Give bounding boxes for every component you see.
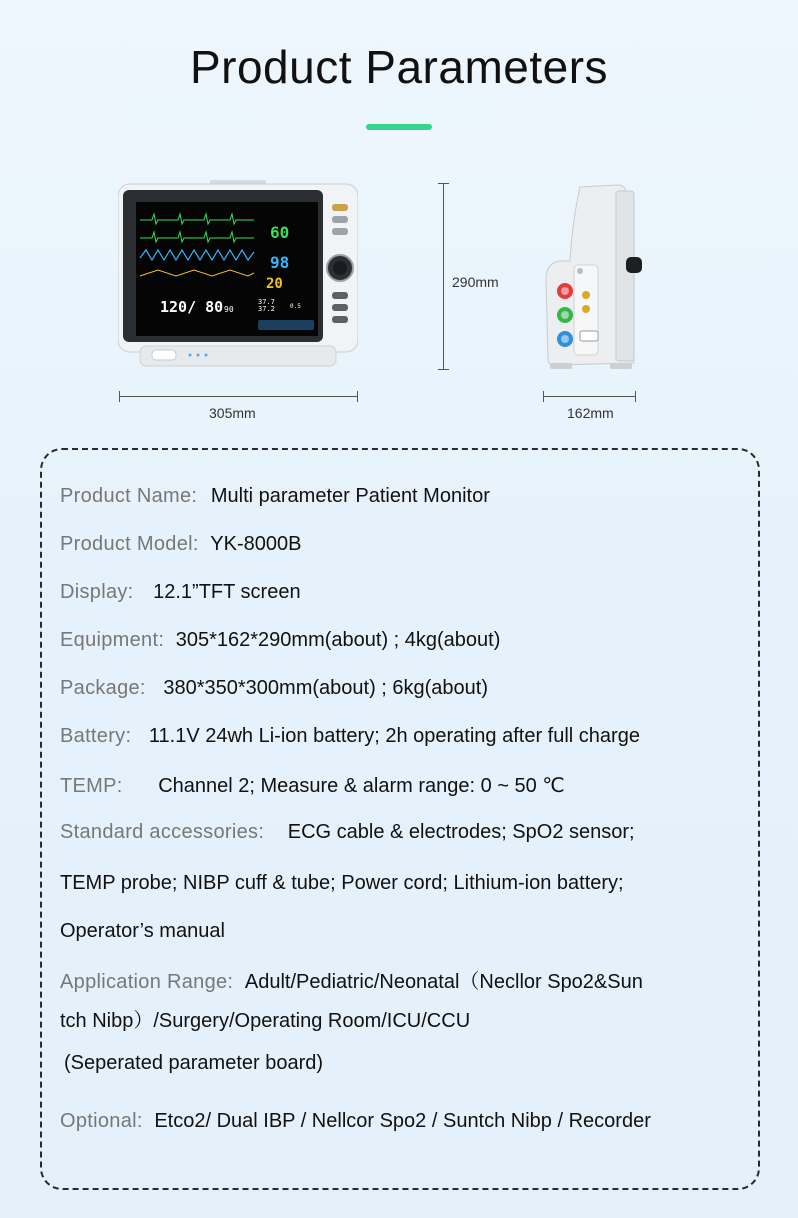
temp2-value: 37.2 [258, 305, 275, 313]
spec-row-temp [60, 773, 565, 798]
spec-label: Product Model: [60, 533, 199, 555]
monitor-side-image [540, 183, 650, 373]
depth-dimension-line [543, 396, 636, 397]
spec-row-product-name [60, 485, 490, 508]
spec-value-continued: (Seperated parameter board) [64, 1052, 324, 1074]
spec-value: 305*162*290mm(about) ; 4kg(about) [175, 629, 501, 651]
width-dimension-line [119, 396, 358, 397]
st-value: 0.5 [290, 303, 301, 310]
spec-value: 12.1”TFT screen [153, 581, 301, 603]
width-dimension-label: 305mm [209, 405, 256, 421]
resp-value: 20 [266, 276, 283, 292]
spec-row-battery [60, 725, 640, 748]
spec-value: Channel 2; Measure & alarm range: 0 ~ 50 ℃ [158, 775, 565, 797]
spec-panel [40, 448, 760, 1190]
monitor-front-image [118, 180, 358, 370]
spec-label: Optional: [60, 1110, 143, 1132]
page-title: Product Parameters [189, 41, 609, 93]
temp1-value: 37.7 [258, 298, 275, 306]
spec-label: Standard accessories: [60, 821, 265, 843]
spec-row-application [60, 965, 643, 994]
spec-value: Multi parameter Patient Monitor [210, 485, 490, 507]
title-underline [366, 124, 432, 130]
height-dimension-label: 290mm [452, 274, 499, 290]
spec-value: Adult/Pediatric/Neonatal（Necllor Spo2&Sun [244, 971, 643, 993]
spec-row-display [60, 581, 301, 604]
spec-value: ECG cable & electrodes; SpO2 sensor; [287, 821, 635, 843]
spec-row-equipment [60, 629, 500, 652]
spec-row-product-model [60, 533, 301, 556]
spec-label: Battery: [60, 725, 132, 747]
spec-row-accessories [60, 821, 635, 844]
spec-row-optional [60, 1110, 651, 1133]
height-dimension-line [443, 183, 444, 370]
spec-value-continued: Operator’s manual [60, 920, 225, 942]
spec-row-package [60, 677, 488, 700]
spec-value: YK-8000B [210, 533, 302, 555]
depth-dimension-label: 162mm [567, 405, 614, 421]
spec-label: Package: [60, 677, 146, 699]
spec-value: 11.1V 24wh Li-ion battery; 2h operating after full charge [148, 725, 640, 747]
spec-label: TEMP: [60, 775, 123, 797]
spec-value: Etco2/ Dual IBP / Nellcor Spo2 / Suntch Nibp / Recorder [154, 1110, 651, 1132]
spo2-value: 98 [270, 253, 290, 272]
spec-label: Equipment: [60, 629, 165, 651]
nibp-value: 120/ 80 [160, 298, 224, 316]
nibp-mean-value: 90 [224, 305, 234, 314]
spec-label: Application Range: [60, 971, 234, 993]
spec-value: 380*350*300mm(about) ; 6kg(about) [163, 677, 489, 699]
spec-value-continued: tch Nibp）/Surgery/Operating Room/ICU/CCU [60, 1010, 471, 1032]
spec-value-continued: TEMP probe; NIBP cuff & tube; Power cord; Lithium-ion battery; [60, 872, 624, 894]
spec-label: Display: [60, 581, 134, 603]
spec-label: Product Name: [60, 485, 198, 507]
hr-value: 60 [270, 223, 290, 242]
